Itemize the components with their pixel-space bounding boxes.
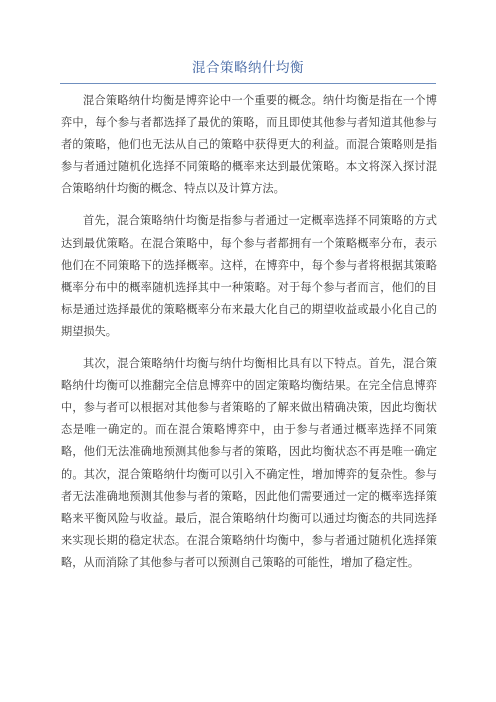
paragraph-1: 混合策略纳什均衡是博弈论中一个重要的概念。纳什均衡是指在一个博弈中，每个参与者都选择了最优的策略，而且即使其他参与者知道其他参与者的策略，他们也无法从自己的策略中获得更大的利益。而混合策略则是指参与者通过随机化选择不同策略的概率来达到最优策略。本文将深入探讨混合策略纳什均衡的概念、特点以及计算方法。 xyxy=(61,94,437,196)
paragraph-2: 首先，混合策略纳什均衡是指参与者通过一定概率选择不同策略的方式达到最优策略。在混合策略中，每个参与者都拥有一个策略概率分布，表示他们在不同策略下的选择概率。这样，在博弈中，每个参与者将根据其策略概率分布中的概率随机选择其中一种策略。对于每个参与者而言，他们的目标是通过选择最优的策略概率分布来最大化自己的期望收益或最小化自己的期望损失。 xyxy=(61,214,437,338)
title-underline xyxy=(60,83,436,84)
paragraph-3: 其次，混合策略纳什均衡与纳什均衡相比具有以下特点。首先，混合策略纳什均衡可以推翻完全信息博弈中的固定策略均衡结果。在完全信息博弈中，参与者可以根据对其他参与者策略的了解来做出精确决策，因此均衡状态是唯一确定的。而在混合策略博弈中，由于参与者通过概率选择不同策略，他们无法准确地预测其他参与者的策略，因此均衡状态不再是唯一确定的。其次，混合策略纳什均衡可以引入不确定性，增加博弈的复杂性。参与者无法准确地预测其他参与者的策略，因此他们需要通过一定的概率选择策略来平衡风险与收益。最后，混合策略纳什均衡可以通过均衡态的共同选择来实现长期的稳定状态。在混合策略纳什均衡中，参与者通过随机化选择策略，从而消除了其他参与者可以预测自己策略的可能性，增加了稳定性。 xyxy=(61,357,437,569)
document-body xyxy=(61,90,437,584)
document-title: 混合策略纳什均衡 xyxy=(192,60,304,76)
